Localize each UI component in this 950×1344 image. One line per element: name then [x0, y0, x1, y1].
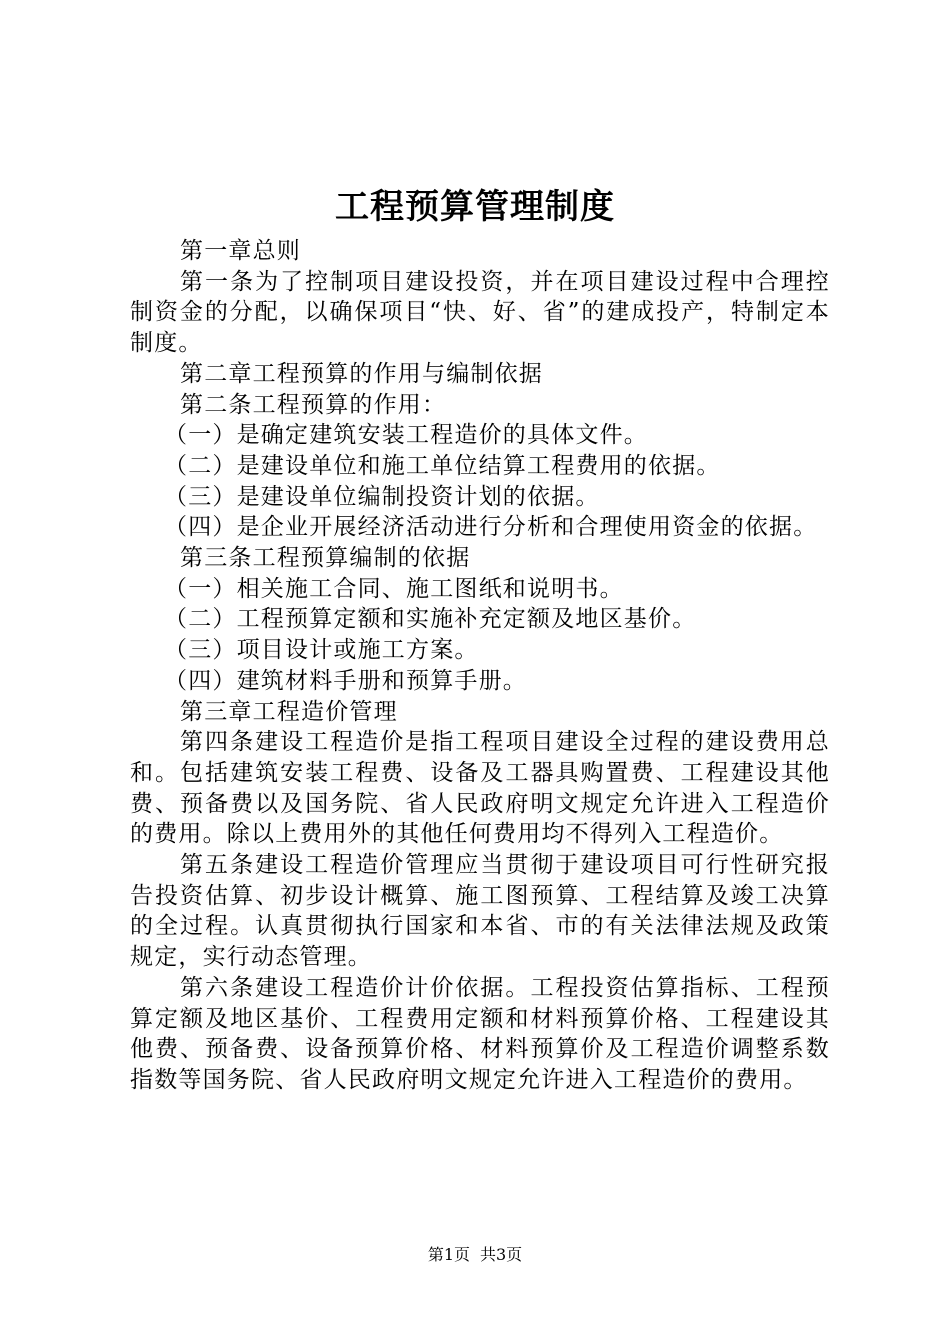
list-item: （三）项目设计或施工方案。 [164, 637, 479, 664]
list-item: （四）是企业开展经济活动进行分析和合理使用资金的依据。 [164, 514, 818, 541]
article-paragraph: 第五条建设工程造价管理应当贯彻于建设项目可行性研究报告投资估算、初步设计概算、施工图预算、工程结算及竣工决算的全过程。认真贯彻执行国家和本省、市的有关法律法规及政策规定，实行动态管理。 [130, 852, 830, 971]
page-total: 共3页 [480, 1245, 523, 1264]
article-paragraph: 第三条工程预算编制的依据 [180, 545, 471, 572]
list-item: （二）是建设单位和施工单位结算工程费用的依据。 [164, 452, 721, 479]
article-paragraph: 第二条工程预算的作用： [180, 391, 447, 418]
document-title: 工程预算管理制度 [335, 187, 615, 227]
list-item: （四）建筑材料手册和预算手册。 [164, 667, 527, 694]
list-item: （一）是确定建筑安装工程造价的具体文件。 [164, 422, 648, 449]
article-paragraph: 第六条建设工程造价计价依据。工程投资估算指标、工程预算定额及地区基价、工程费用定额和材料预算价格、工程建设其他费、预备费、设备预算价格、材料预算价及工程造价调整系数指数等国务院、省人民政府明文规定允许进入工程造价的费用。 [130, 974, 830, 1093]
article-paragraph: 第一条为了控制项目建设投资，并在项目建设过程中合理控制资金的分配，以确保项目“快、好、省”的建成投产，特制定本制度。 [130, 268, 830, 357]
chapter-heading: 第一章总则 [180, 238, 301, 264]
chapter-heading: 第三章工程造价管理 [180, 698, 398, 725]
list-item: （二）工程预算定额和实施补充定额及地区基价。 [164, 606, 697, 633]
list-item: （三）是建设单位编制投资计划的依据。 [164, 483, 600, 510]
page-number: 第1页 [427, 1245, 470, 1264]
list-item: （一）相关施工合同、施工图纸和说明书。 [164, 575, 624, 602]
article-paragraph: 第四条建设工程造价是指工程项目建设全过程的建设费用总和。包括建筑安装工程费、设备及工器具购置费、工程建设其他费、预备费以及国务院、省人民政府明文规定允许进入工程造价的费用。除以上费用外的其他任何费用均不得列入工程造价。 [130, 729, 830, 848]
chapter-heading: 第二章工程预算的作用与编制依据 [180, 360, 543, 387]
document-body [130, 236, 830, 1096]
page-footer [0, 1244, 950, 1266]
